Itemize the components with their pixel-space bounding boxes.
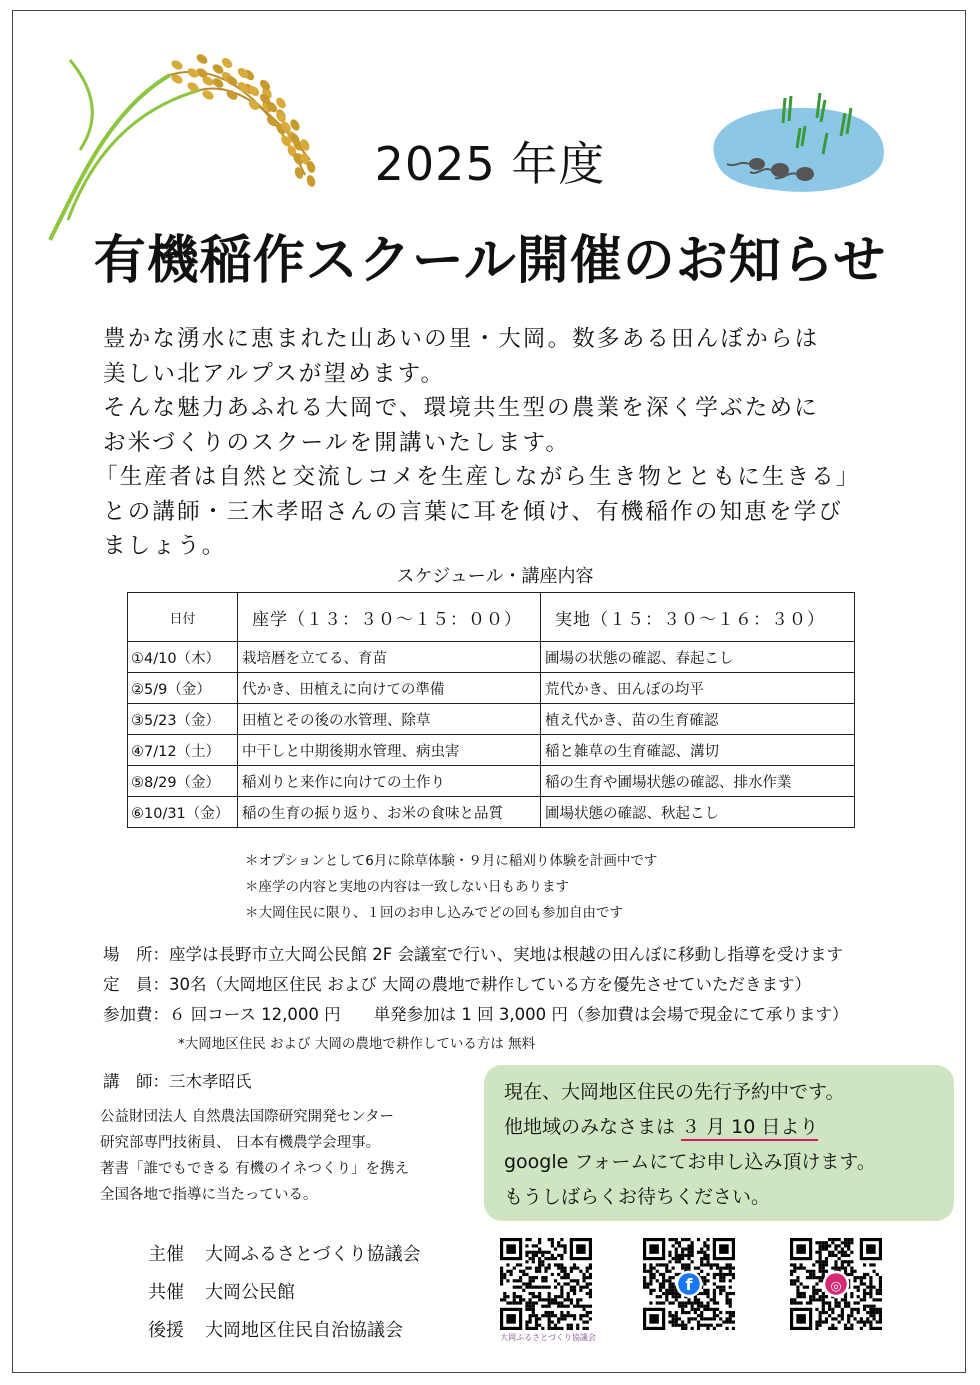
cell-date: ①4/10（木） (128, 642, 238, 673)
cohost-name: 大岡公民館 (205, 1282, 295, 1303)
qr-code-instagram[interactable] (790, 1238, 882, 1330)
fee-note: *大岡地区住民 および 大岡の農地で耕作している方は 無料 (178, 1036, 536, 1052)
note-line: ＊座学の内容と実地の内容は一致しない日もあります (245, 879, 569, 895)
fee-row (103, 1000, 848, 1030)
lecturer-label: 講 師： (103, 1072, 169, 1091)
cell-field: 圃場の状態の確認、春起こし (541, 642, 855, 673)
capacity-label: 定 員： (103, 975, 169, 994)
notice-line (504, 1110, 954, 1145)
cell-field: 稲と雑草の生育確認、溝切 (541, 735, 855, 766)
cell-field: 圃場状態の確認、秋起こし (541, 797, 855, 828)
svg-text:f: f (685, 1275, 693, 1295)
lecturer-name: 三木孝昭氏 (169, 1072, 252, 1091)
schedule-notes (245, 848, 657, 926)
cell-field: 荒代かき、田んぼの均平 (541, 673, 855, 704)
table-header-row (128, 593, 855, 642)
notice-line: google フォームにてお申し込み頂けます。 (504, 1151, 876, 1173)
cell-classroom: 田植とその後の水管理、除草 (238, 704, 541, 735)
cell-date: ⑤8/29（金） (128, 766, 238, 797)
cell-classroom: 稲刈りと来作に向けての土作り (238, 766, 541, 797)
qr-code-website[interactable] (500, 1238, 592, 1330)
organizer-row (148, 1236, 421, 1274)
place-label: 場 所： (103, 945, 169, 964)
organizer-name: 大岡ふるさとづくり協議会 (205, 1244, 421, 1265)
cohost-row (148, 1274, 421, 1312)
header-classroom: 座学（１３：３０〜１５：００） (238, 593, 541, 642)
cell-classroom: 稲の生育の振り返り、お米の食味と品質 (238, 797, 541, 828)
cell-field: 植え代かき、苗の生育確認 (541, 704, 855, 735)
table-row (128, 673, 855, 704)
cell-date: ③5/23（金） (128, 704, 238, 735)
notice-line2-prefix: 他地域のみなさまは (504, 1116, 676, 1138)
intro-text (95, 322, 913, 564)
lecturer-bio (100, 1104, 409, 1208)
cell-date: ⑥10/31（金） (128, 797, 238, 828)
intro-line: そんな魅力あふれる大岡で、環境共生型の農業を深く学ぶために (103, 395, 819, 421)
cell-classroom: 栽培暦を立てる、育苗 (238, 642, 541, 673)
table-row (128, 642, 855, 673)
cell-date: ②5/9（金） (128, 673, 238, 704)
capacity-value: 30名（大岡地区住民 および 大岡の農地で耕作している方を優先させていただきます） (169, 975, 811, 994)
fee-value: ６ 回コース 12,000 円 単発参加は 1 回 3,000 円（参加費は会場で現金にて承ります） (169, 1005, 849, 1024)
svg-text:◎: ◎ (830, 1278, 842, 1294)
intro-line: お米づくりのスクールを開講いたします。 (103, 429, 571, 456)
place-value: 座学は長野市立大岡公民館 2F 会議室で行い、実地は根越の田んぼに移動し指導を受けます (169, 945, 843, 964)
bio-line: 研究部専門技術員、 日本有機農学会理事。 (100, 1135, 381, 1151)
sponsor-row (148, 1312, 421, 1350)
notice-line: もうしばらくお待ちください。 (504, 1186, 771, 1208)
intro-line: 美しい北アルプスが望めます。 (103, 360, 446, 387)
header-date: 日付 (128, 593, 238, 642)
sponsor-role: 後援 (148, 1320, 184, 1341)
reservation-notice (484, 1065, 954, 1221)
notice-line: 現在、大岡地区住民の先行予約中です。 (504, 1081, 845, 1103)
table-row (128, 704, 855, 735)
qr-caption: 大岡ふるさとづくり協議会 (500, 1333, 596, 1342)
capacity-row (103, 970, 848, 1000)
note-line: ＊大岡住民に限り、１回のお申し込みでどの回も参加自由です (245, 905, 623, 921)
cell-classroom: 代かき、田植えに向けての準備 (238, 673, 541, 704)
fee-label: 参加費： (103, 1005, 169, 1024)
lecturer-row (103, 1068, 252, 1092)
bio-line: 公益財団法人 自然農法国際研究開発センター (100, 1109, 395, 1125)
organizers (148, 1236, 421, 1350)
page-title: 有機稲作スクール開催のお知らせ (93, 231, 887, 291)
qr-code-facebook[interactable] (643, 1238, 735, 1330)
year-heading: 2025 年度 (374, 137, 606, 191)
schedule-title: スケジュール・講座内容 (396, 566, 594, 587)
event-info (103, 940, 848, 1058)
sponsor-name: 大岡地区住民自治協議会 (205, 1320, 403, 1341)
cohost-role: 共催 (148, 1282, 184, 1303)
bio-line: 全国各地で指導に当たっている。 (100, 1187, 318, 1203)
intro-line: 豊かな湧水に恵まれた山あいの里・大岡。数多ある田んぼからは (103, 326, 820, 352)
note-line: ＊オプションとして6月に除草体験・９月に稲刈り体験を計画中です (245, 853, 658, 869)
table-row (128, 766, 855, 797)
organizer-role: 主催 (148, 1244, 184, 1265)
intro-line: との講師・三木孝昭さんの言葉に耳を傾け、有機稲作の知恵を学び (103, 498, 844, 525)
table-row (128, 797, 855, 828)
cell-classroom: 中干しと中期後期水管理、病虫害 (238, 735, 541, 766)
schedule-table (127, 592, 855, 828)
bio-line: 著書「誰でもできる 有機のイネつくり」を携え (100, 1161, 409, 1177)
table-row (128, 735, 855, 766)
place-row (103, 940, 848, 970)
header-field: 実地（１５：３０〜１６：３０） (541, 593, 855, 642)
intro-line: ましょう。 (103, 533, 227, 559)
cell-field: 稲の生育や圃場状態の確認、排水作業 (541, 766, 855, 797)
notice-open-date: ３ 月 10 日より (681, 1116, 818, 1141)
cell-date: ④7/12（土） (128, 735, 238, 766)
intro-line: 「生産者は自然と交流しコメを生産しながら生き物とともに生きる」 (95, 464, 861, 490)
